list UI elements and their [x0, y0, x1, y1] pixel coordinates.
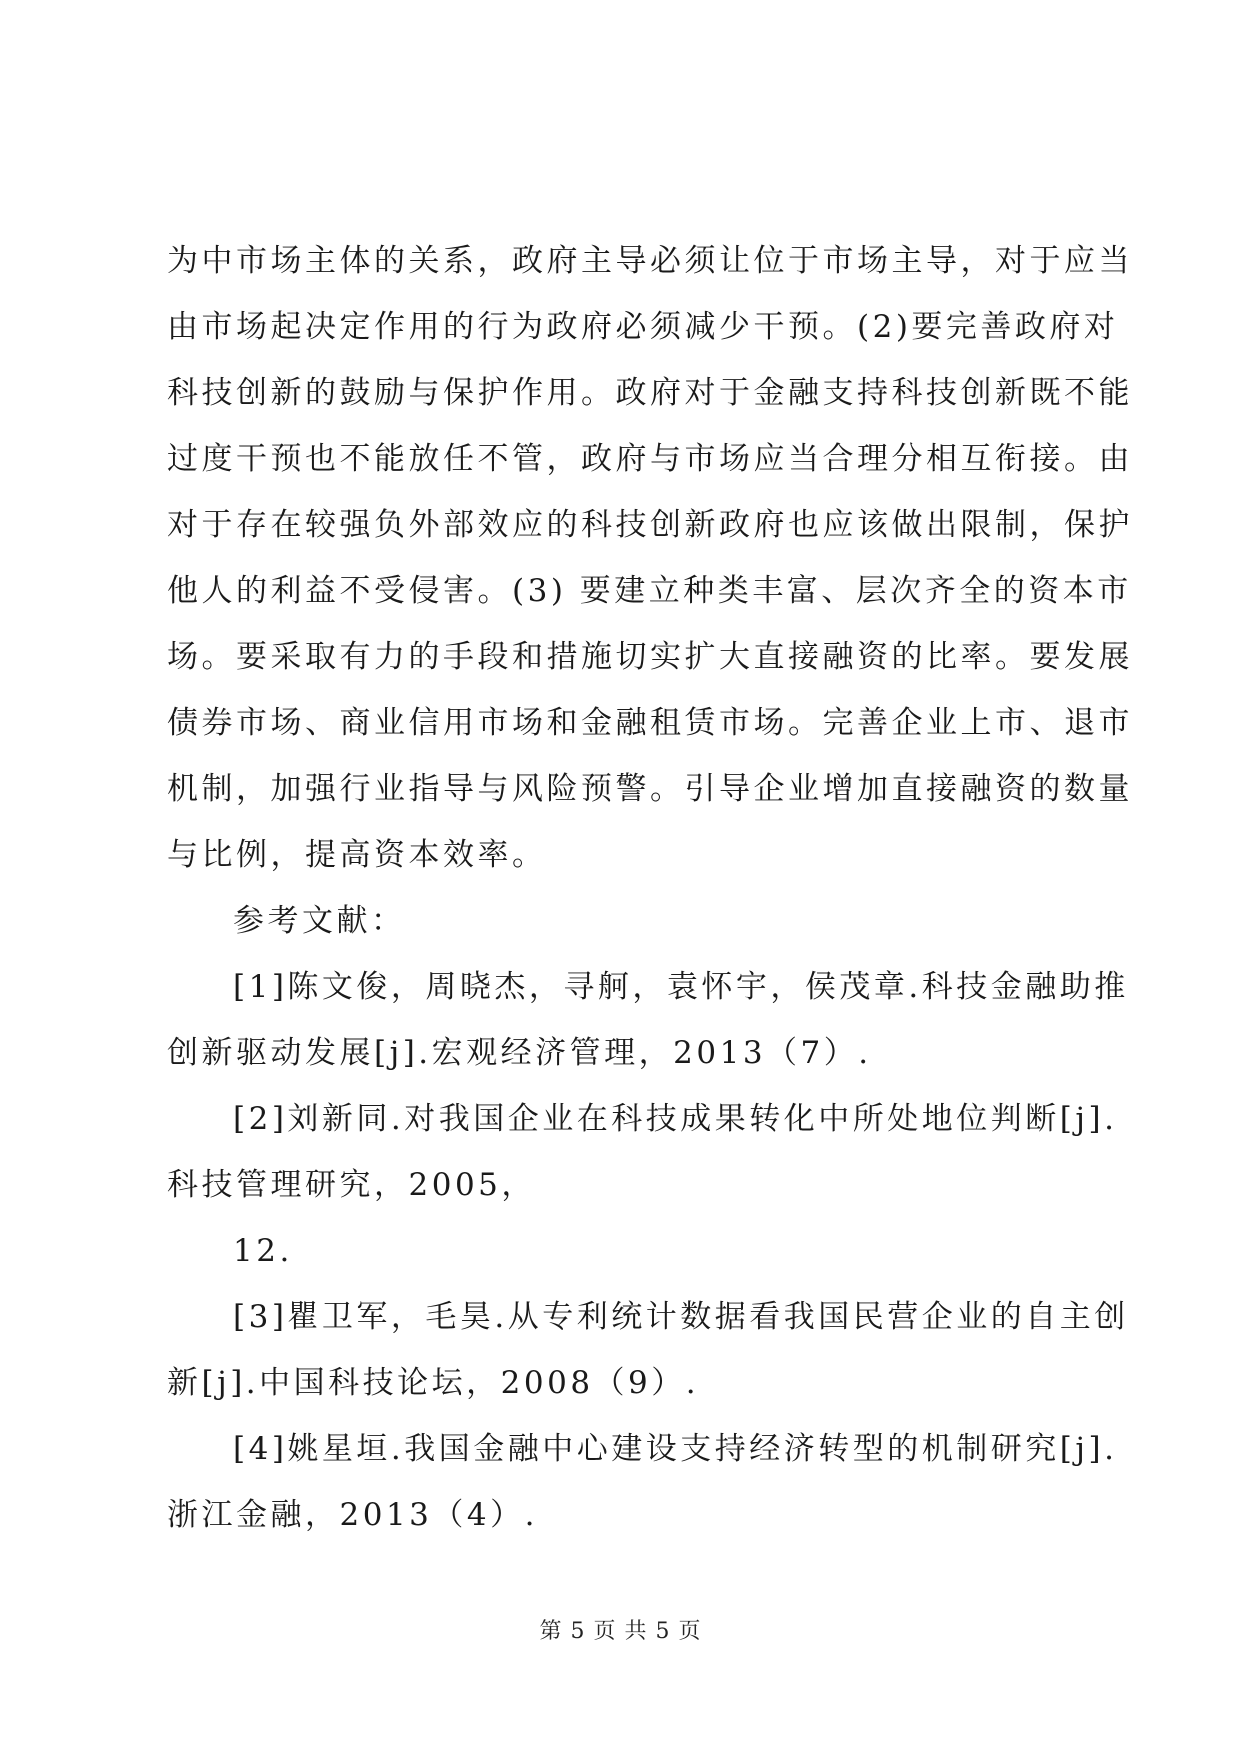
reference-2-continued: 12. — [233, 1233, 293, 1269]
reference-2 — [167, 1086, 1118, 1218]
text-line: 与比例，提高资本效率。 — [167, 837, 547, 873]
body-paragraph — [167, 228, 1133, 888]
text-line: 创新驱动发展[j].宏观经济管理，2013（7）. — [167, 1035, 872, 1071]
document-body — [167, 228, 1133, 1548]
text-line: 新[j].中国科技论坛，2008（9）. — [167, 1365, 700, 1401]
text-line: 为中市场主体的关系，政府主导必须让位于市场主导，对于应当 — [167, 243, 1133, 279]
text-line: [1]陈文俊，周晓杰，寻舸，袁怀宇，侯茂章.科技金融助推 — [233, 969, 1129, 1005]
references-heading: 参考文献： — [233, 903, 406, 939]
reference-1 — [167, 954, 1129, 1086]
text-line: 科技创新的鼓励与保护作用。政府对于金融支持科技创新既不能 — [167, 375, 1133, 411]
text-line: 债券市场、商业信用市场和金融租赁市场。完善企业上市、退市 — [167, 705, 1133, 741]
text-line: 对于存在较强负外部效应的科技创新政府也应该做出限制，保护 — [167, 507, 1133, 543]
text-line: 浙江金融，2013（4）. — [167, 1497, 538, 1533]
page-number-footer: 第 5 页 共 5 页 — [539, 1619, 702, 1644]
text-line: [4]姚星垣.我国金融中心建设支持经济转型的机制研究[j]. — [233, 1431, 1118, 1467]
text-line: 由市场起决定作用的行为政府必须减少干预。(2)要完善政府对 — [167, 309, 1119, 345]
text-line: 过度干预也不能放任不管，政府与市场应当合理分相互衔接。由 — [167, 441, 1133, 477]
text-line: 科技管理研究，2005， — [167, 1167, 536, 1203]
text-line: 机制，加强行业指导与风险预警。引导企业增加直接融资的数量 — [167, 771, 1133, 807]
text-line: 场。要采取有力的手段和措施切实扩大直接融资的比率。要发展 — [167, 639, 1133, 675]
text-line: [2]刘新同.对我国企业在科技成果转化中所处地位判断[j]. — [233, 1101, 1118, 1137]
reference-4 — [167, 1416, 1118, 1548]
text-line: 他人的利益不受侵害。(3) 要建立种类丰富、层次齐全的资本市 — [167, 573, 1132, 609]
text-line: [3]瞿卫军，毛昊.从专利统计数据看我国民营企业的自主创 — [233, 1299, 1129, 1335]
reference-3 — [167, 1284, 1129, 1416]
